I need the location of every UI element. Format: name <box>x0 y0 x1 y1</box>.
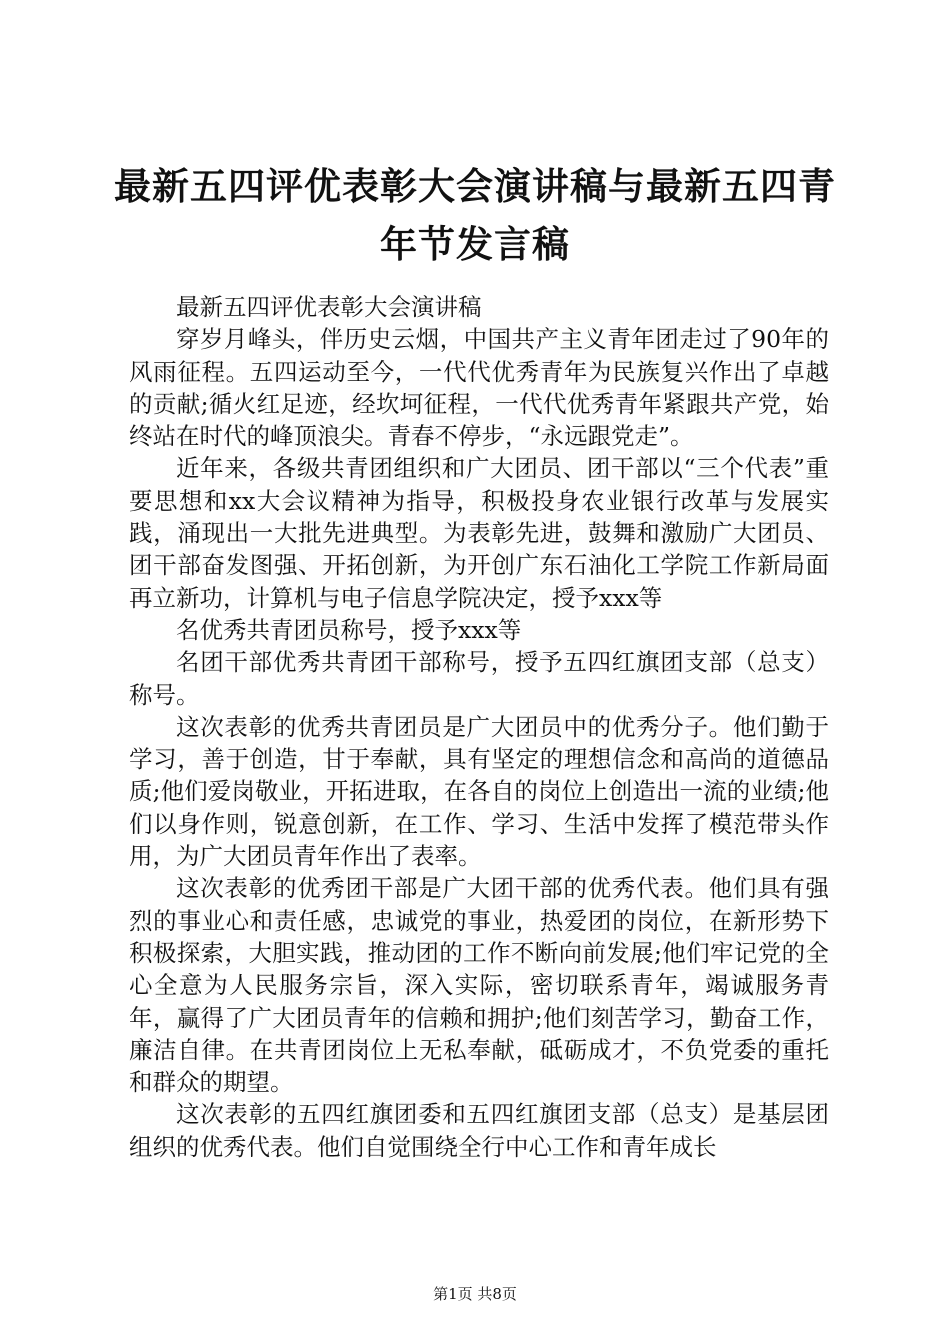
paragraph: 这次表彰的五四红旗团委和五四红旗团支部（总支）是基层团组织的优秀代表。他们自觉围绕全行中心工作和青年成长 <box>129 1100 829 1161</box>
section-heading: 最新五四评优表彰大会演讲稿 <box>176 293 482 321</box>
page-number-footer: 第1页 共8页 <box>433 1285 517 1303</box>
document-body <box>129 291 829 1163</box>
paragraph: 名优秀共青团员称号，授予xxx等 <box>176 615 522 644</box>
paragraph: 穿岁月峰头，伴历史云烟，中国共产主义青年团走过了90年的风雨征程。五四运动至今，一代代优秀青年为民族复兴作出了卓越的贡献;循火红足迹，经坎坷征程，一代代优秀青年紧跟共产党，始终站在时代的峰顶浪尖。青春不停步，“永远跟党走”。 <box>129 325 829 451</box>
document-title: 最新五四评优表彰大会演讲稿与最新五四青年节发言稿 <box>114 165 836 266</box>
paragraph: 这次表彰的优秀共青团员是广大团员中的优秀分子。他们勤于学习，善于创造，甘于奉献，具有坚定的理想信念和高尚的道德品质;他们爱岗敬业，开拓进取，在各自的岗位上创造出一流的业绩;他们以身作则，锐意创新，在工作、学习、生活中发挥了模范带头作用，为广大团员青年作出了表率。 <box>129 712 829 871</box>
paragraph: 名团干部优秀共青团干部称号，授予五四红旗团支部（总支）称号。 <box>129 648 829 709</box>
paragraph: 近年来，各级共青团组织和广大团员、团干部以“三个代表”重要思想和xx大会议精神为指导，积极投身农业银行改革与发展实践，涌现出一大批先进典型。为表彰先进，鼓舞和激励广大团员、团干部奋发图强、开拓创新，为开创广东石油化工学院工作新局面再立新功，计算机与电子信息学院决定，授予xxx等 <box>129 454 829 612</box>
paragraph: 这次表彰的优秀团干部是广大团干部的优秀代表。他们具有强烈的事业心和责任感，忠诚党的事业，热爱团的岗位，在新形势下积极探索，大胆实践，推动团的工作不断向前发展;他们牢记党的全心全意为人民服务宗旨，深入实际，密切联系青年，竭诚服务青年，赢得了广大团员青年的信赖和拥护;他们刻苦学习，勤奋工作，廉洁自律。在共青团岗位上无私奉献，砥砺成才，不负党委的重托和群众的期望。 <box>129 874 829 1097</box>
